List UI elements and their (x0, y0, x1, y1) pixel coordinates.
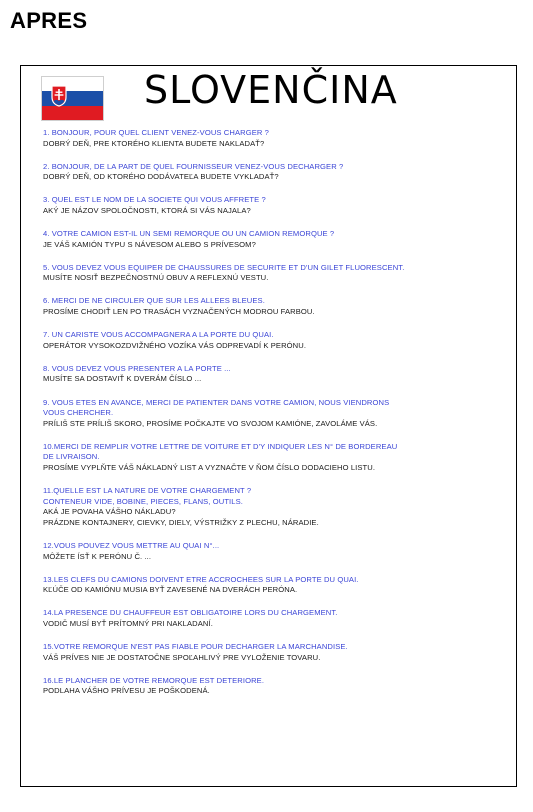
french-question: 1. BONJOUR, POUR QUEL CLIENT VENEZ-VOUS CHARGER ? (43, 128, 270, 137)
french-question: 12.VOUS POUVEZ VOUS METTRE AU QUAI N°... (43, 540, 220, 550)
phrase-item (43, 263, 511, 284)
french-question: 5. VOUS DEVEZ VOUS EQUIPER DE CHAUSSURES DE SECURITE ET D'UN GILET FLUORESCENT. (43, 262, 405, 272)
french-question: 14.LA PRESENCE DU CHAUFFEUR EST OBLIGATOIRE LORS DU CHARGEMENT. (43, 608, 338, 618)
phrase-sheet (20, 65, 517, 787)
slovak-answer: DOBRÝ DEŇ, OD KTORÉHO DODÁVATEĽA BUDETE VYKLADAŤ? (43, 172, 279, 182)
slovak-answer: OPERÁTOR VYSOKOZDVIŽNÉHO VOZÍKA VÁS ODPREVADÍ K PERÓNU. (43, 340, 307, 350)
phrase-item (43, 442, 511, 474)
phrase-item (43, 608, 511, 629)
slovak-answer: PODLAHA VÁŠHO PRÍVESU JE POŠKODENÁ. (43, 686, 210, 696)
slovak-answer: VÁŠ PRÍVES NIE JE DOSTATOČNE SPOĽAHLIVÝ PRE VYLOŽENIE TOVARU. (43, 652, 321, 662)
page-heading: APRES (10, 8, 88, 33)
phrase-item (43, 364, 511, 385)
phrase-item (43, 541, 511, 562)
french-question: 10.MERCI DE REMPLIR VOTRE LETTRE DE VOITURE ET D'Y INDIQUER LES N° DE BORDEREAU DE LIVRAISON. (43, 441, 398, 462)
french-question: 16.LE PLANCHER DE VOTRE REMORQUE EST DETERIORE. (43, 675, 265, 685)
phrase-item (43, 642, 511, 663)
slovak-answer: AKÝ JE NÁZOV SPOLOČNOSTI, KTORÁ SI VÁS NAJALA? (43, 205, 251, 215)
french-question: 3. QUEL EST LE NOM DE LA SOCIETE QUI VOUS AFFRETE ? (43, 195, 266, 205)
slovak-answer: DOBRÝ DEŇ, PRE KTORÉHO KLIENTA BUDETE NAKLADAŤ? (43, 138, 265, 148)
phrase-item (43, 296, 511, 317)
language-title: SLOVENČINA (144, 68, 398, 112)
slovak-answer: PROSÍME CHODIŤ LEN PO TRASÁCH VYZNAČENÝCH MODROU FARBOU. (43, 307, 315, 317)
french-question: 13.LES CLEFS DU CAMIONS DOIVENT ETRE ACCROCHEES SUR LA PORTE DU QUAI. (43, 574, 359, 584)
phrase-item (43, 330, 511, 351)
slovak-flag-icon (41, 76, 104, 121)
french-question: 7. UN CARISTE VOUS ACCOMPAGNERA A LA PORTE DU QUAI. (43, 330, 274, 340)
phrase-item (43, 162, 511, 183)
phrase-item (43, 229, 511, 250)
slovak-answer: VODIČ MUSÍ BYŤ PRÍTOMNÝ PRI NAKLADANÍ. (43, 618, 213, 628)
french-question: 6. MERCI DE NE CIRCULER QUE SUR LES ALLEES BLEUES. (43, 296, 265, 306)
french-question: 15.VOTRE REMORQUE N'EST PAS FIABLE POUR DECHARGER LA MARCHANDISE. (43, 642, 348, 651)
slovak-answer: AKÁ JE POVAHA VÁŠHO NÁKLADU? PRÁZDNE KONTAJNERY, CIEVKY, DIELY, VÝSTRIŽKY Z PLECHU, NÁRADIE. (43, 507, 319, 527)
slovak-answer: PRÍLIŠ STE PRÍLIŠ SKORO, PROSÍME POČKAJTE VO SVOJOM KAMIÓNE, ZAVOLÁME VÁS. (43, 418, 378, 428)
phrase-item (43, 195, 511, 216)
phrase-list (43, 128, 511, 709)
phrase-item (43, 398, 511, 430)
french-question: 9. VOUS ETES EN AVANCE, MERCI DE PATIENTER DANS VOTRE CAMION, NOUS VIENDRONS VOUS CHERCHER. (43, 397, 390, 418)
french-question: 11.QUELLE EST LA NATURE DE VOTRE CHARGEMENT ? CONTENEUR VIDE, BOBINE, PIECES, FLANS, OUTILS. (43, 486, 252, 506)
slovak-answer: KĽÚČE OD KAMIÓNU MUSIA BYŤ ZAVESENÉ NA DVERÁCH PERÓNA. (43, 585, 298, 595)
french-question: 8. VOUS DEVEZ VOUS PRESENTER A LA PORTE ... (43, 363, 231, 373)
phrase-item (43, 575, 511, 596)
slovak-answer: MÔŽETE ÍSŤ K PERÓNU Č. ... (43, 551, 152, 561)
slovak-answer: MUSÍTE SA DOSTAVIŤ K DVERÁM ČÍSLO ... (43, 374, 202, 384)
phrase-item (43, 676, 511, 697)
slovak-answer: JE VÁŠ KAMIÓN TYPU S NÁVESOM ALEBO S PRÍVESOM? (43, 239, 256, 249)
phrase-item (43, 128, 511, 149)
slovak-answer: PROSÍME VYPLŇTE VÁŠ NÁKLADNÝ LIST A VYZNAČTE V ŇOM ČÍSLO DODACIEHO LISTU. (43, 462, 376, 472)
phrase-item (43, 486, 511, 528)
slovak-answer: MUSÍTE NOSIŤ BEZPEČNOSTNÚ OBUV A REFLEXNÚ VESTU. (43, 273, 269, 283)
french-question: 2. BONJOUR, DE LA PART DE QUEL FOURNISSEUR VENEZ-VOUS DECHARGER ? (43, 161, 344, 171)
french-question: 4. VOTRE CAMION EST-IL UN SEMI REMORQUE OU UN CAMION REMORQUE ? (43, 229, 335, 239)
